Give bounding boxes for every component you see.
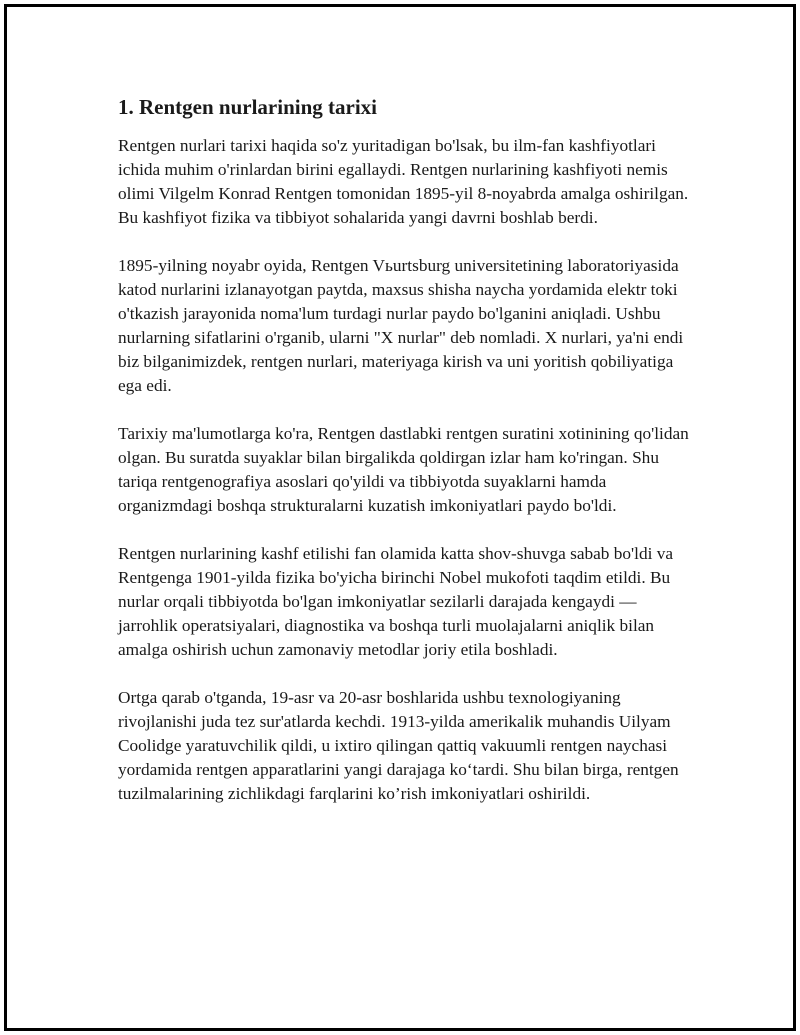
paragraph-5: Ortga qarab o'tganda, 19-asr va 20-asr boshlarida ushbu texnologiyaning rivojlanishi juda tez sur'atlarda kechdi. 1913-yilda amerikalik muhandis Uilyam Coolidge yaratuvchilik qildi, u ixtiro qilingan qattiq vakuumli rentgen naychasi yordamida rentgen apparatlarini yangi darajaga ko‘tardi. Shu bilan birga, rentgen tuzilmalarining zichlikdagi farqlarini ko’rish imkoniyatlari oshirildi.	[118, 688, 679, 803]
paragraph-1: Rentgen nurlari tarixi haqida so'z yuritadigan bo'lsak, bu ilm-fan kashfiyotlari ichida muhim o'rinlardan birini egallaydi. Rentgen nurlarining kashfiyoti nemis olimi Vilgelm Konrad Rentgen tomonidan 1895-yil 8-noyabrda amalga oshirilgan. Bu kashfiyot fizika va tibbiyot sohalarida yangi davrni boshlab berdi.	[118, 136, 689, 227]
document-title: 1. Rentgen nurlarining tarixi	[118, 95, 378, 119]
paragraph-4: Rentgen nurlarining kashf etilishi fan olamida katta shov-shuvga sabab bo'ldi va Rentgenga 1901-yilda fizika bo'yicha birinchi Nobel mukofoti taqdim etildi. Bu nurlar orqali tibbiyotda bo'lgan imkoniyatlar sezilarli darajada kengaydi — jarrohlik operatsiyalari, diagnostika va boshqa turli muolajalarni aniqlik bilan amalga oshirish uchun zamonaviy metodlar joriy etila boshladi.	[118, 544, 674, 659]
document-body	[118, 94, 698, 830]
paragraph-3: Tarixiy ma'lumotlarga ko'ra, Rentgen dastlabki rentgen suratini xotinining qo'lidan olgan. Bu suratda suyaklar bilan birgalikda qoldirgan izlar ham ko'ringan. Shu tariqa rentgenografiya asoslari qo'yildi va tibbiyotda suyaklarni hamda organizmdagi boshqa strukturalarni kuzatish imkoniyatlari paydo bo'ldi.	[118, 424, 689, 515]
paragraph-2: 1895-yilning noyabr oyida, Rentgen Vьurtsburg universitetining laboratoriyasida katod nurlarini izlanayotgan paytda, maxsus shisha naycha yordamida elektr toki o'tkazish jarayonida noma'lum turdagi nurlar paydo bo'lganini aniqladi. Ushbu nurlarning sifatlarini o'rganib, ularni "X nurlar" deb nomladi. X nurlari, ya'ni endi biz bilganimizdek, rentgen nurlari, materiyaga kirish va uni yoritish qobiliyatiga ega edi.	[118, 256, 684, 395]
